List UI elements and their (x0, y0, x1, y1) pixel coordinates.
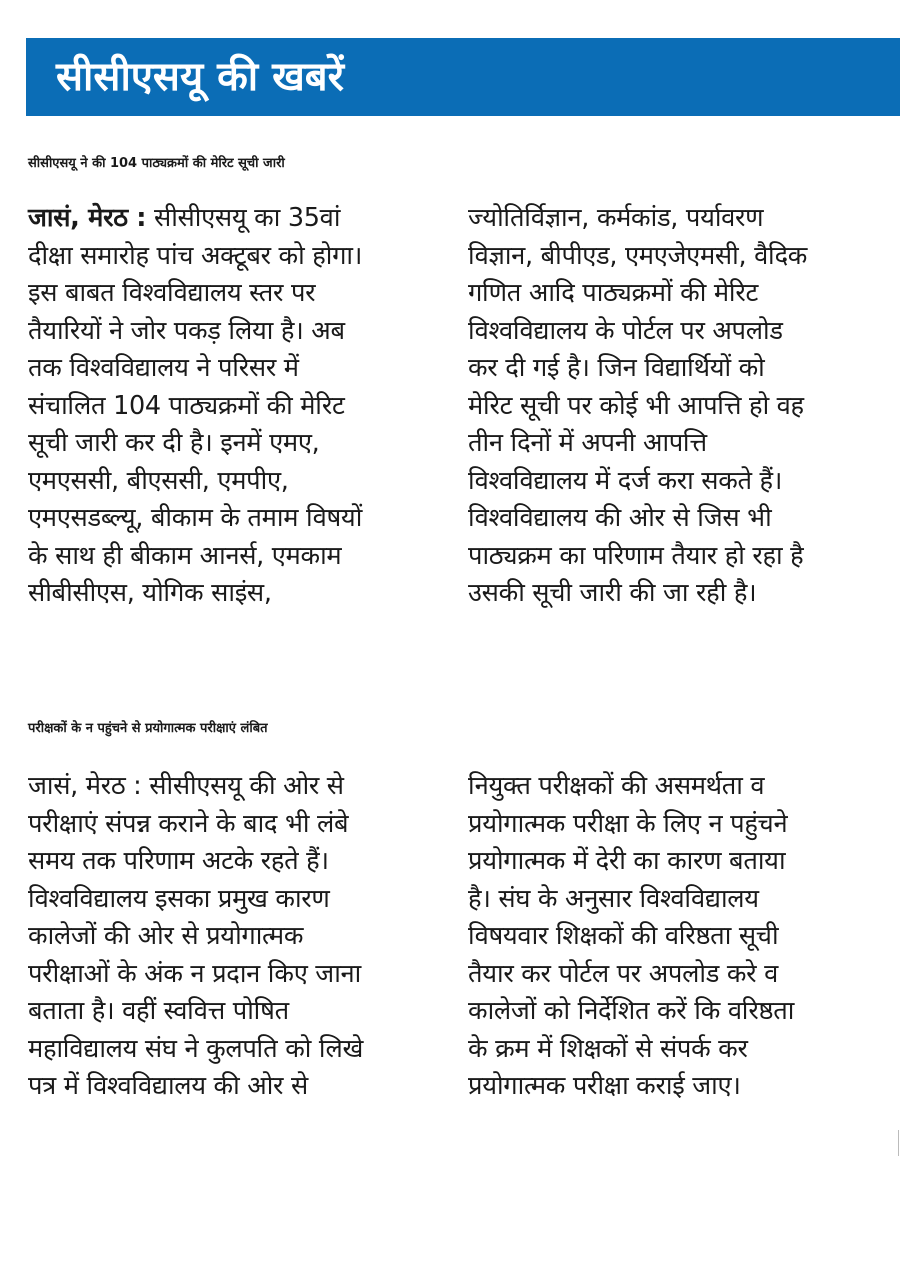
article-line: महाविद्यालय संघ ने कुलपति को लिखे (28, 1033, 364, 1064)
article-line: तैयारियों ने जोर पकड़ लिया है। अब (28, 315, 345, 346)
article-line: एमएससी, बीएससी, एमपीए, (28, 465, 289, 496)
article-line: जासं, मेरठ : सीसीएसयू की ओर से (28, 771, 344, 801)
article-line: परीक्षाओं के अंक न प्रदान किए जाना (28, 958, 361, 989)
article-2-headline: परीक्षकों के न पहुंचने से प्रयोगात्मक परीक्षाएं लंबित (28, 721, 268, 736)
article-2-right-column (468, 768, 888, 1106)
section-title: सीसीएसयू की खबरें (56, 54, 345, 100)
article-line: गणित आदि पाठ्यक्रमों की मेरिट (468, 278, 759, 308)
article-line: प्रयोगात्मक परीक्षा कराई जाए। (468, 1071, 741, 1101)
article-line: कालेजों को निर्देशित करें कि वरिष्ठता (468, 996, 795, 1026)
article-line: इस बाबत विश्वविद्यालय स्तर पर (28, 278, 316, 308)
article-line: समय तक परिणाम अटके रहते हैं। (28, 846, 329, 876)
article-line: सीबीसीएस, योगिक साइंस, (28, 578, 272, 608)
article-line: एमएसडब्ल्यू, बीकाम के तमाम विषयों (28, 503, 362, 533)
article-line: बताता है। वहीं स्ववित्त पोषित (28, 996, 289, 1026)
article-line: पत्र में विश्वविद्यालय की ओर से (28, 1071, 308, 1101)
article-line: परीक्षाएं संपन्न कराने के बाद भी लंबे (28, 808, 349, 839)
article-line: दीक्षा समारोह पांच अक्टूबर को होगा। (28, 240, 363, 271)
article-1-right-column (468, 200, 888, 613)
article-line: विषयवार शिक्षकों की वरिष्ठता सूची (468, 921, 779, 951)
article-2-left-column (28, 768, 438, 1106)
column-end-rule (898, 1130, 899, 1156)
article-line: विश्वविद्यालय के पोर्टल पर अपलोड (468, 315, 783, 346)
article-line: तैयार कर पोर्टल पर अपलोड करे व (468, 958, 778, 989)
article-line: नियुक्त परीक्षकों की असमर्थता व (468, 771, 765, 801)
article-line: कालेजों की ओर से प्रयोगात्मक (28, 921, 304, 951)
article-1-left-column (28, 200, 438, 613)
article-line: विश्वविद्यालय में दर्ज करा सकते हैं। (468, 465, 783, 496)
article-line (28, 200, 438, 238)
article-line: प्रयोगात्मक में देरी का कारण बताया (468, 846, 786, 876)
article-line: है। संघ के अनुसार विश्वविद्यालय (468, 883, 759, 914)
section-banner (26, 38, 900, 116)
article-line: उसकी सूची जारी की जा रही है। (468, 578, 757, 608)
article-line: पाठ्यक्रम का परिणाम तैयार हो रहा है (468, 540, 804, 571)
dateline: जासं, मेरठ : (28, 203, 147, 233)
article-line: संचालित 104 पाठ्यक्रमों की मेरिट (28, 390, 345, 421)
article-line: सूची जारी कर दी है। इनमें एमए, (28, 428, 320, 458)
article-line: मेरिट सूची पर कोई भी आपत्ति हो वह (468, 390, 804, 421)
article-1-headline: सीसीएसयू ने की 104 पाठ्यक्रमों की मेरिट सूची जारी (28, 156, 285, 171)
article-line: के क्रम में शिक्षकों से संपर्क कर (468, 1033, 748, 1064)
article-line-text: सीसीएसयू का 35वां (146, 203, 341, 233)
article-line: कर दी गई है। जिन विद्यार्थियों को (468, 353, 765, 383)
article-line: विश्वविद्यालय इसका प्रमुख कारण (28, 883, 330, 914)
article-line: तीन दिनों में अपनी आपत्ति (468, 428, 707, 458)
article-line: विश्वविद्यालय की ओर से जिस भी (468, 503, 772, 533)
article-line: तक विश्वविद्यालय ने परिसर में (28, 353, 299, 383)
article-line: के साथ ही बीकाम आनर्स, एमकाम (28, 540, 342, 571)
article-line: प्रयोगात्मक परीक्षा के लिए न पहुंचने (468, 808, 788, 839)
article-line: ज्योतिर्विज्ञान, कर्मकांड, पर्यावरण (468, 203, 764, 233)
article-line: विज्ञान, बीपीएड, एमएजेएमसी, वैदिक (468, 240, 808, 271)
